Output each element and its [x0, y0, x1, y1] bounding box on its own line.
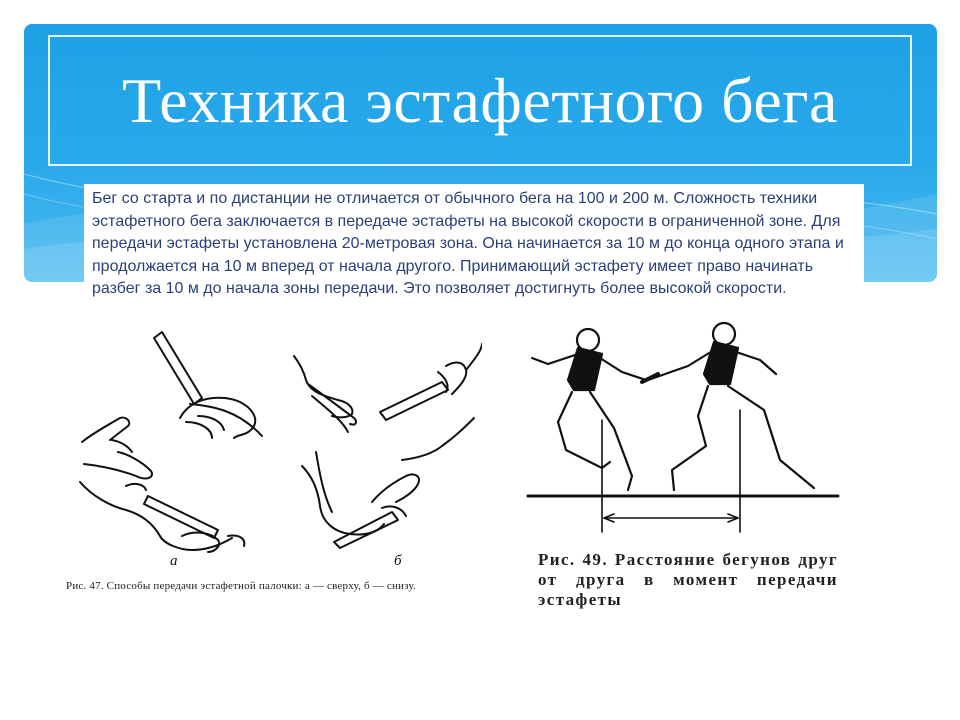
- runners-handoff-illustration: [518, 300, 840, 540]
- figure-label-b: б: [394, 553, 402, 569]
- baton-pass-hands-illustration: [62, 326, 482, 576]
- figure-47-caption: Рис. 47. Способы передачи эстафетной палочки: а — сверху, б — снизу.: [66, 580, 416, 592]
- slide-title: Техника эстафетного бега: [122, 64, 838, 136]
- body-paragraph: Бег со старта и по дистанции не отличается от обычного бега на 100 и 200 м. Сложность техники эстафетного бега заключается в передаче эстафеты на высокой скорости в ограниченной зоне. Для передачи эстафеты установлена 20-метровая зона. Она начинается за 10 м до конца одного этапа и продолжается на 10 м вперед от начала другого. Принимающий эстафету имеет право начинать разбег за 10 м до начала зоны передачи. Это позволяет достигнуть более высокой скорости.: [84, 184, 864, 305]
- figure-49-caption: Рис. 49. Расстояние бегунов друг от друга в момент передачи эстафеты: [538, 550, 838, 609]
- figure-label-a: а: [170, 553, 178, 569]
